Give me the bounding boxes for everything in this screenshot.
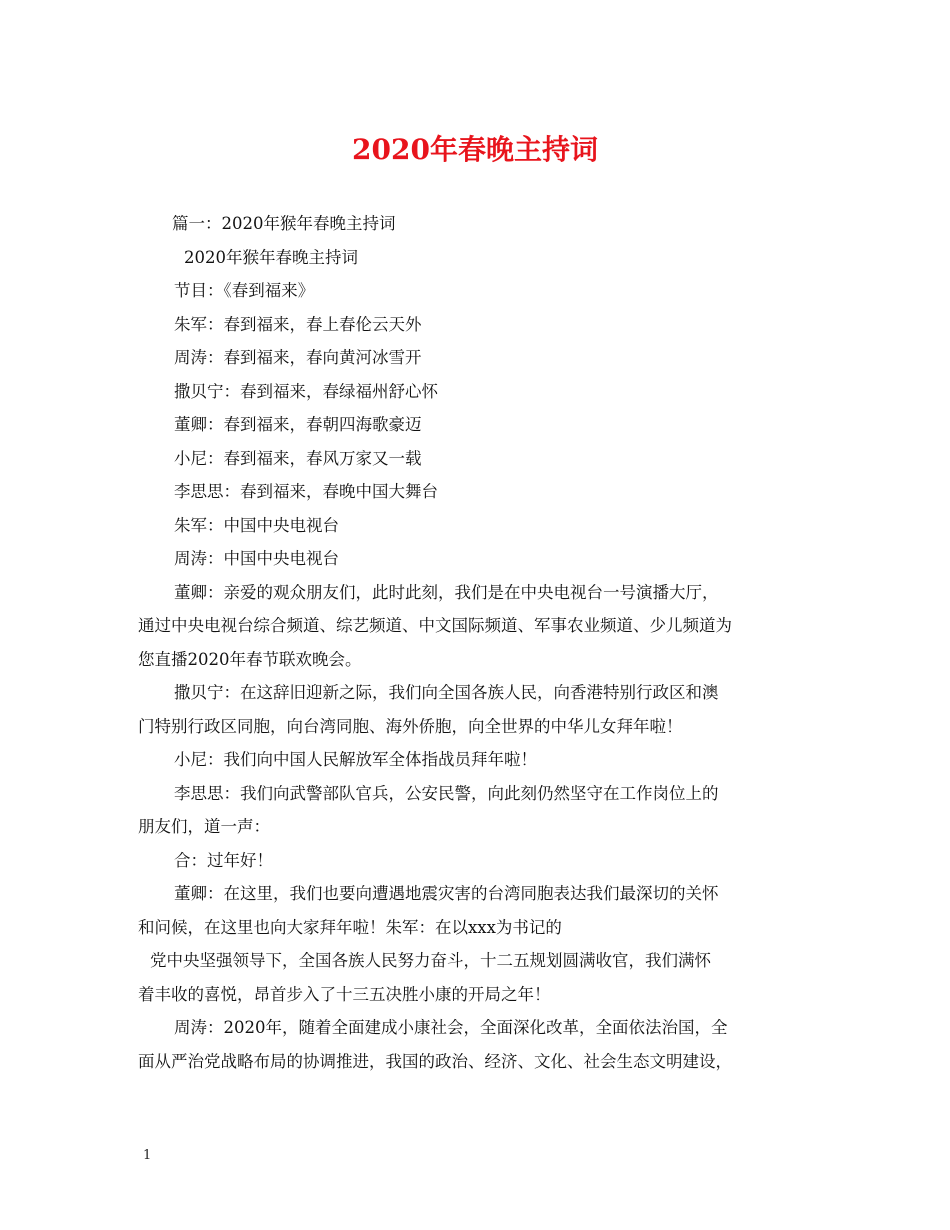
body-line: 面从严治党战略布局的协调推进，我国的政治、经济、文化、社会生态文明建设， bbox=[138, 1051, 732, 1071]
document-title: 2020年春晚主持词 bbox=[352, 133, 598, 166]
body-line: 周涛：2020年，随着全面建成小康社会，全面深化改革，全面依法治国，全 bbox=[174, 1018, 728, 1037]
body-line: 您直播2020年春节联欢晚会。 bbox=[138, 649, 362, 669]
body-line: 合：过年好！ bbox=[174, 850, 273, 870]
body-line: 朱军：中国中央电视台 bbox=[174, 515, 339, 535]
body-line: 周涛：中国中央电视台 bbox=[174, 549, 339, 568]
body-line: 李思思：春到福来，春晚中国大舞台 bbox=[174, 482, 438, 501]
body-line: 董卿：在这里，我们也要向遭遇地震灾害的台湾同胞表达我们最深切的关怀 bbox=[174, 884, 719, 903]
body-line: 通过中央电视台综合频道、综艺频道、中文国际频道、军事农业频道、少儿频道为 bbox=[138, 616, 732, 635]
body-line: 节目：《春到福来》 bbox=[174, 281, 315, 300]
body-line: 撒贝宁：春到福来，春绿福州舒心怀 bbox=[174, 381, 438, 401]
body-line: 董卿：亲爱的观众朋友们，此时此刻，我们是在中央电视台一号演播大厅， bbox=[174, 582, 719, 602]
page-number: 1 bbox=[143, 1148, 152, 1163]
body-line: 2020年猴年春晚主持词 bbox=[184, 247, 358, 267]
body-line: 小尼：我们向中国人民解放军全体指战员拜年啦！ bbox=[174, 750, 537, 769]
body-line: 朱军：春到福来，春上春伦云天外 bbox=[174, 314, 422, 334]
body-line: 董卿：春到福来，春朝四海歌豪迈 bbox=[174, 415, 422, 434]
body-line: 和问候，在这里也向大家拜年啦！朱军：在以xxx为书记的 bbox=[138, 917, 562, 937]
body-line: 小尼：春到福来，春风万家又一载 bbox=[174, 448, 422, 468]
body-line: 门特别行政区同胞，向台湾同胞、海外侨胞，向全世界的中华儿女拜年啦！ bbox=[138, 716, 683, 736]
body-line: 朋友们，道一声： bbox=[138, 817, 270, 836]
body-line: 李思思：我们向武警部队官兵，公安民警，向此刻仍然坚守在工作岗位上的 bbox=[174, 783, 719, 803]
body-line: 篇一：2020年猴年春晚主持词 bbox=[172, 214, 396, 233]
body-line: 撒贝宁：在这辞旧迎新之际，我们向全国各族人民，向香港特别行政区和澳 bbox=[174, 683, 719, 702]
body-line: 着丰收的喜悦，昂首步入了十三五决胜小康的开局之年！ bbox=[138, 984, 551, 1004]
body-line: 周涛：春到福来，春向黄河冰雪开 bbox=[174, 348, 422, 367]
document-body bbox=[138, 207, 814, 1078]
body-line: 党中央坚强领导下，全国各族人民努力奋斗，十二五规划圆满收官，我们满怀 bbox=[150, 951, 711, 970]
